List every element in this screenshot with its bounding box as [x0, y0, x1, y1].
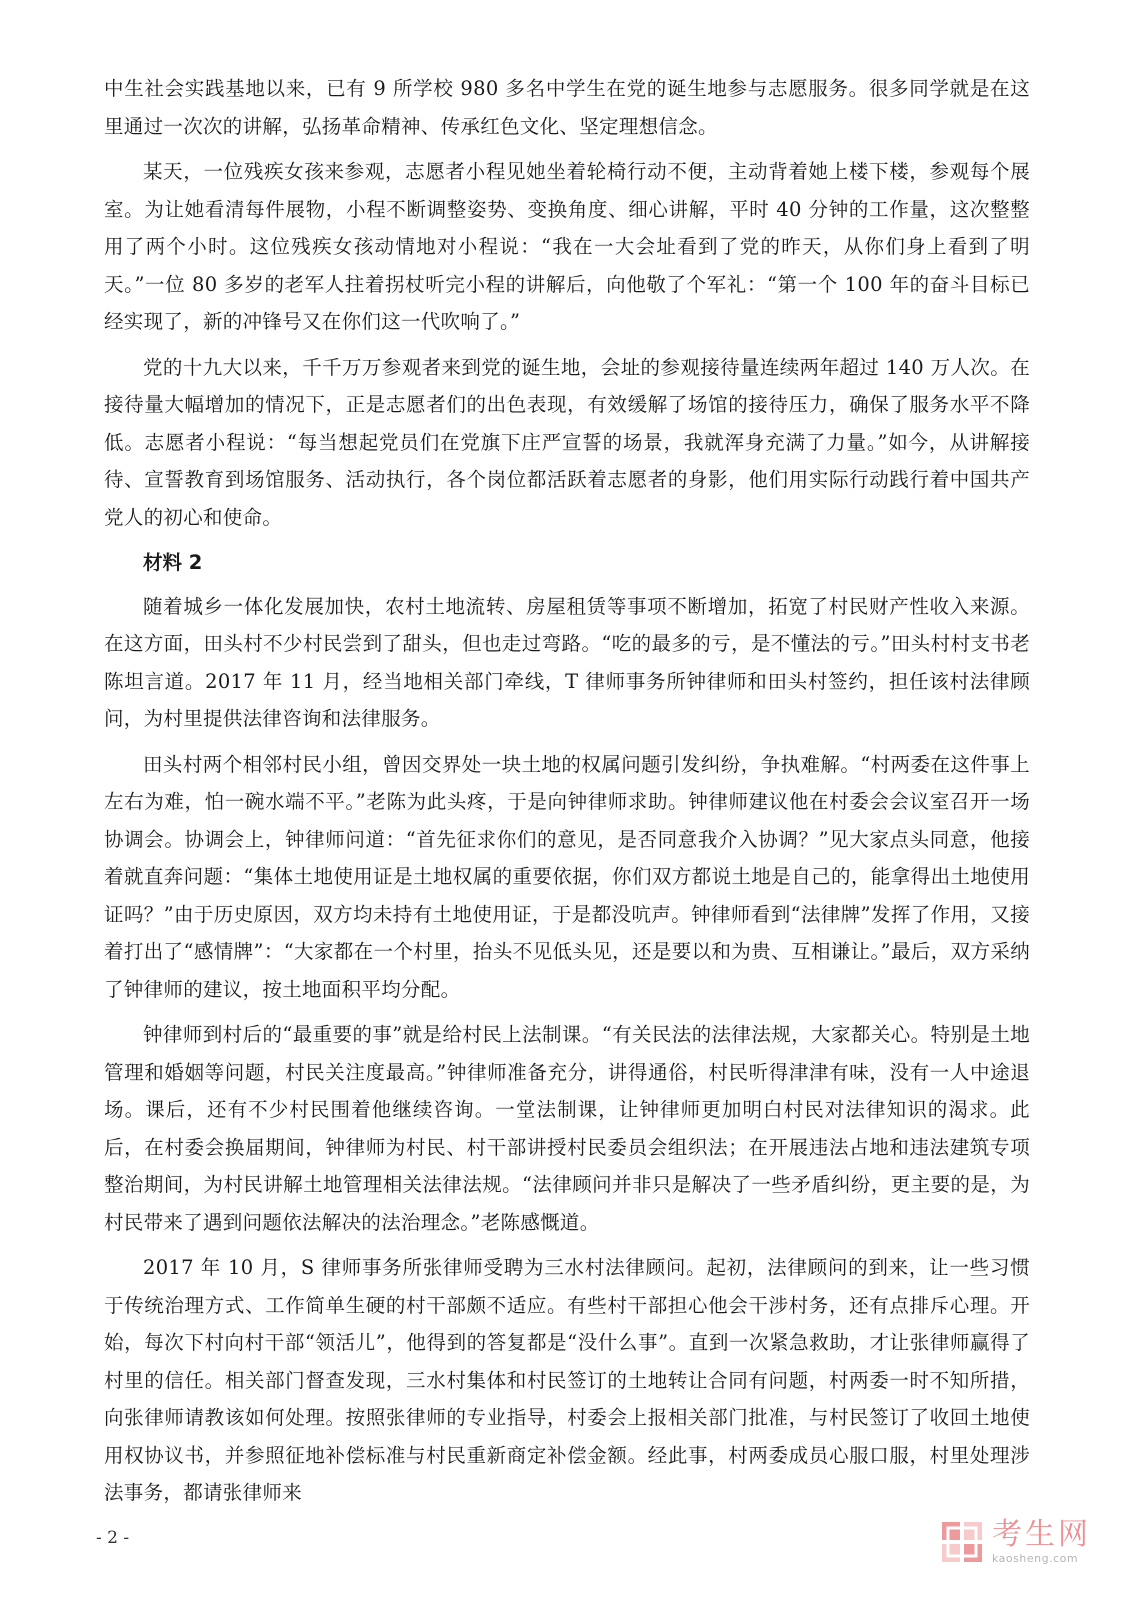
page-number: - 2 -: [96, 1528, 130, 1548]
watermark-cn: 考生网: [992, 1517, 1091, 1552]
document-body: [104, 70, 1030, 1520]
watermark: [940, 1517, 1091, 1565]
section-heading-material-2: 材料 2: [143, 551, 203, 574]
paragraph-2: 某天，一位残疾女孩来参观，志愿者小程见她坐着轮椅行动不便，主动背着她上楼下楼，参观每个展室。为让她看清每件展物，小程不断调整姿势、变换角度、细心讲解，平时 40 分钟的工作量，这次整整用了两个小时。这位残疾女孩动情地对小程说：“我在一大会址看到了党的昨天，从你们身上看到了明天。”一位 80 多岁的老军人拄着拐杖听完小程的讲解后，向他敬了个军礼：“第一个 100 年的奋斗目标已经实现了，新的冲锋号又在你们这一代吹响了。”: [104, 160, 1030, 333]
watermark-text: [992, 1517, 1091, 1565]
paragraph-6: 钟律师到村后的“最重要的事”就是给村民上法制课。“有关民法的法律法规，大家都关心。特别是土地管理和婚姻等问题，村民关注度最高。”钟律师准备充分，讲得通俗，村民听得津津有味，没有一人中途退场。课后，还有不少村民围着他继续咨询。一堂法制课，让钟律师更加明白村民对法律知识的渴求。此后，在村委会换届期间，钟律师为村民、村干部讲授村民委员会组织法；在开展违法占地和违法建筑专项整治期间，为村民讲解土地管理相关法律法规。“法律顾问并非只是解决了一些矛盾纠纷，更主要的是，为村民带来了遇到问题依法解决的法治理念。”老陈感慨道。: [104, 1023, 1030, 1234]
paragraph-3: 党的十九大以来，千千万万参观者来到党的诞生地，会址的参观接待量连续两年超过 140 万人次。在接待量大幅增加的情况下，正是志愿者们的出色表现，有效缓解了场馆的接待压力，确保了服务水平不降低。志愿者小程说：“每当想起党员们在党旗下庄严宣誓的场景，我就浑身充满了力量。”如今，从讲解接待、宣誓教育到场馆服务、活动执行，各个岗位都活跃着志愿者的身影，他们用实际行动践行着中国共产党人的初心和使命。: [104, 355, 1030, 529]
paragraph-5: 田头村两个相邻村民小组，曾因交界处一块土地的权属问题引发纠纷，争执难解。“村两委在这件事上左右为难，怕一碗水端不平。”老陈为此头疼，于是向钟律师求助。钟律师建议他在村委会会议室召开一场协调会。协调会上，钟律师问道：“首先征求你们的意见，是否同意我介入协调？”见大家点头同意，他接着就直奔问题：“集体土地使用证是土地权属的重要依据，你们双方都说土地是自己的，能拿得出土地使用证吗？”由于历史原因，双方均未持有土地使用证，于是都没吭声。钟律师看到“法律牌”发挥了作用，又接着打出了“感情牌”：“大家都在一个村里，抬头不见低头见，还是要以和为贵、互相谦让。”最后，双方采纳了钟律师的建议，按土地面积平均分配。: [104, 752, 1030, 1001]
kaosheng-logo-icon: [940, 1520, 984, 1564]
paragraph-4: 随着城乡一体化发展加快，农村土地流转、房屋租赁等事项不断增加，拓宽了村民财产性收入来源。在这方面，田头村不少村民尝到了甜头，但也走过弯路。“吃的最多的亏，是不懂法的亏。”田头村村支书老陈坦言道。2017 年 11 月，经当地相关部门牵线，T 律师事务所钟律师和田头村签约，担任该村法律顾问，为村里提供法律咨询和法律服务。: [104, 594, 1030, 730]
watermark-en: kaosheng.com: [992, 1552, 1079, 1565]
paragraph-7: 2017 年 10 月，S 律师事务所张律师受聘为三水村法律顾问。起初，法律顾问的到来，让一些习惯于传统治理方式、工作简单生硬的村干部颇不适应。有些村干部担心他会干涉村务，还有点排斥心理。开始，每次下村向村干部“领活儿”，他得到的答复都是“没什么事”。直到一次紧急救助，才让张律师赢得了村里的信任。相关部门督查发现，三水村集体和村民签订的土地转让合同有问题，村两委一时不知所措，向张律师请教该如何处理。按照张律师的专业指导，村委会上报相关部门批准，与村民签订了收回土地使用权协议书，并参照征地补偿标准与村民重新商定补偿金额。经此事，村两委成员心服口服，村里处理涉法事务，都请张律师来: [104, 1256, 1030, 1504]
paragraph-1: 中生社会实践基地以来，已有 9 所学校 980 多名中学生在党的诞生地参与志愿服务。很多同学就是在这里通过一次次的讲解，弘扬革命精神、传承红色文化、坚定理想信念。: [104, 77, 1030, 138]
